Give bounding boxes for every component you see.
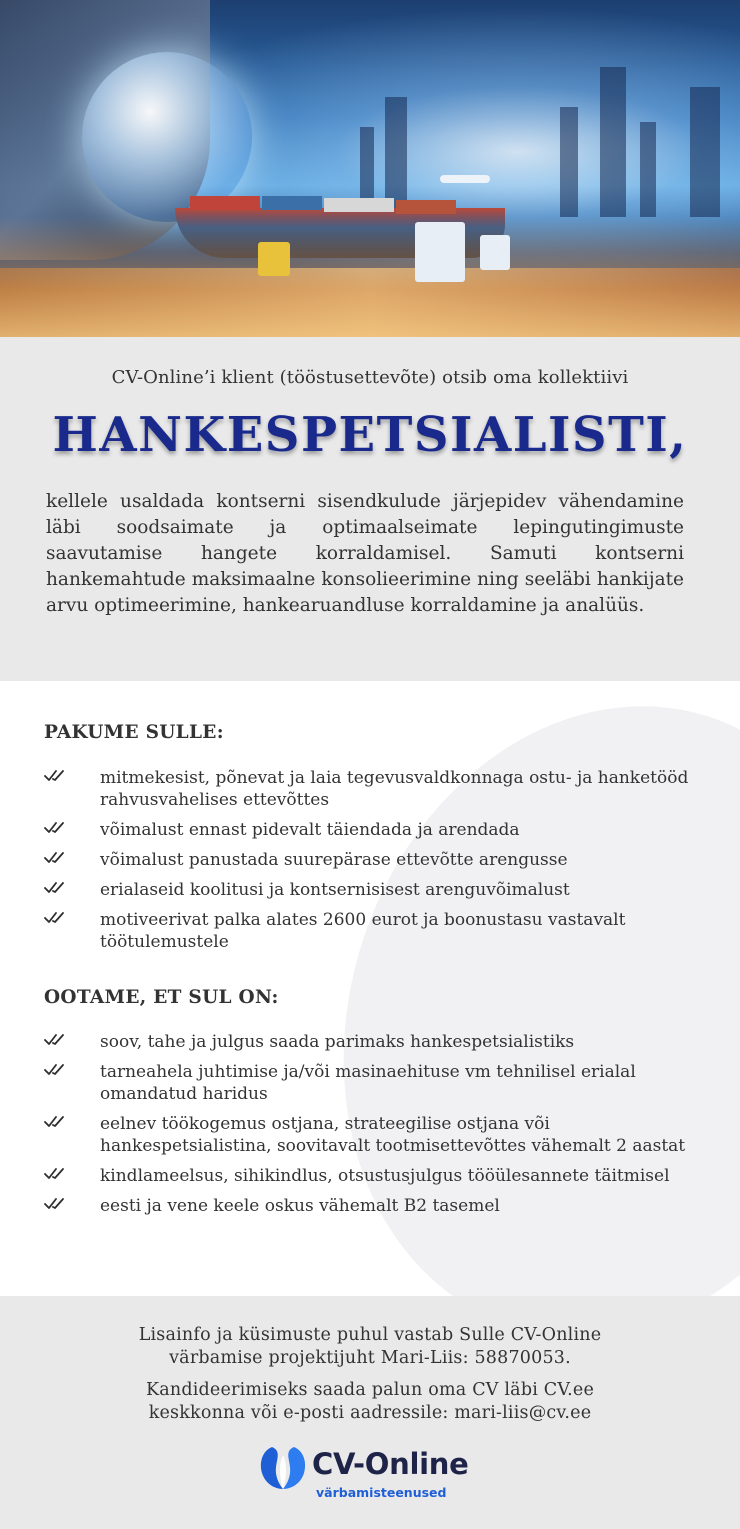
- email-address-text: keskkonna või e-posti aadressile: mari-liis@cv.ee: [148, 1403, 592, 1423]
- airplane-graphic: [440, 175, 490, 183]
- cv-online-logo[interactable]: [258, 1443, 488, 1513]
- double-check-icon: [44, 1166, 68, 1182]
- double-check-icon: [44, 1062, 68, 1078]
- truck-graphic: [415, 222, 465, 282]
- requirements-section: [0, 681, 740, 1296]
- list-item: tarneahela juhtimise ja/või masinaehituse vm tehnilisel erialal omandatud haridus: [44, 1061, 694, 1105]
- list-item: kindlameelsus, sihikindlus, otsustusjulgus tööülesannete täitmisel: [44, 1165, 694, 1187]
- contact-footer: [0, 1296, 740, 1529]
- hero-image: [0, 0, 740, 337]
- job-description: kellele usaldada kontserni sisendkulude järjepidev vähendamine läbi soodsaimate ja optimaalseimate lepingutingimuste saavutamise hangete korraldamisel. Samuti kontserni hankemahtude maksimaalne konsolieerimine ning seeläbi hankijate arvu optimeerimine, hankearuandluse korraldamine ja analüüs.: [46, 491, 684, 616]
- apply-info: Kandideerimiseks saada palun oma CV läbi CV.ee keskkonna või e-posti aadressile: mari-liis@cv.ee: [0, 1379, 740, 1425]
- list-item: motiveerivat palka alates 2600 eurot ja boonustasu vastavalt töötulemustele: [44, 909, 694, 953]
- double-check-icon: [44, 1032, 68, 1048]
- list-item: erialaseid koolitusi ja kontsernisisest arenguvõimalust: [44, 879, 694, 901]
- double-check-icon: [44, 768, 68, 784]
- job-title-headline: HANKESPETSIALISTI,: [52, 407, 688, 463]
- list-item: võimalust ennast pidevalt täiendada ja arendada: [44, 819, 694, 841]
- offer-title: PAKUME SULLE:: [44, 722, 224, 743]
- expect-title: OOTAME, ET SUL ON:: [44, 987, 279, 1008]
- double-check-icon: [44, 910, 68, 926]
- cv-online-logo-icon: [258, 1443, 308, 1493]
- contact-info: Lisainfo ja küsimuste puhul vastab Sulle CV-Online värbamise projektijuht Mari-Liis: 58870053.: [138, 1325, 602, 1368]
- intro-lead: CV-Online’i klient (tööstusettevõte) otsib oma kollektiivi: [111, 367, 629, 388]
- list-item: soov, tahe ja julgus saada parimaks hankespetsialistiks: [44, 1031, 694, 1053]
- double-check-icon: [44, 1114, 68, 1130]
- offer-list: [44, 767, 694, 961]
- logo-tagline: värbamisteenused: [316, 1485, 447, 1500]
- double-check-icon: [44, 1196, 68, 1212]
- logo-brand-name: CV-Online: [312, 1447, 469, 1481]
- list-item: võimalust panustada suurepärase ettevõtte arengusse: [44, 849, 694, 871]
- double-check-icon: [44, 880, 68, 896]
- list-item: eelnev töökogemus ostjana, strateegilise ostjana või hankespetsialistina, soovitavalt tootmisettevõttes vähemalt 2 aastat: [44, 1113, 694, 1157]
- expect-list: [44, 1031, 694, 1225]
- double-check-icon: [44, 850, 68, 866]
- list-item: mitmekesist, põnevat ja laia tegevusvaldkonnaga ostu- ja hanketööd rahvusvahelises ettevõttes: [44, 767, 694, 811]
- double-check-icon: [44, 820, 68, 836]
- intro-section: [0, 337, 740, 681]
- list-item: eesti ja vene keele oskus vähemalt B2 tasemel: [44, 1195, 694, 1217]
